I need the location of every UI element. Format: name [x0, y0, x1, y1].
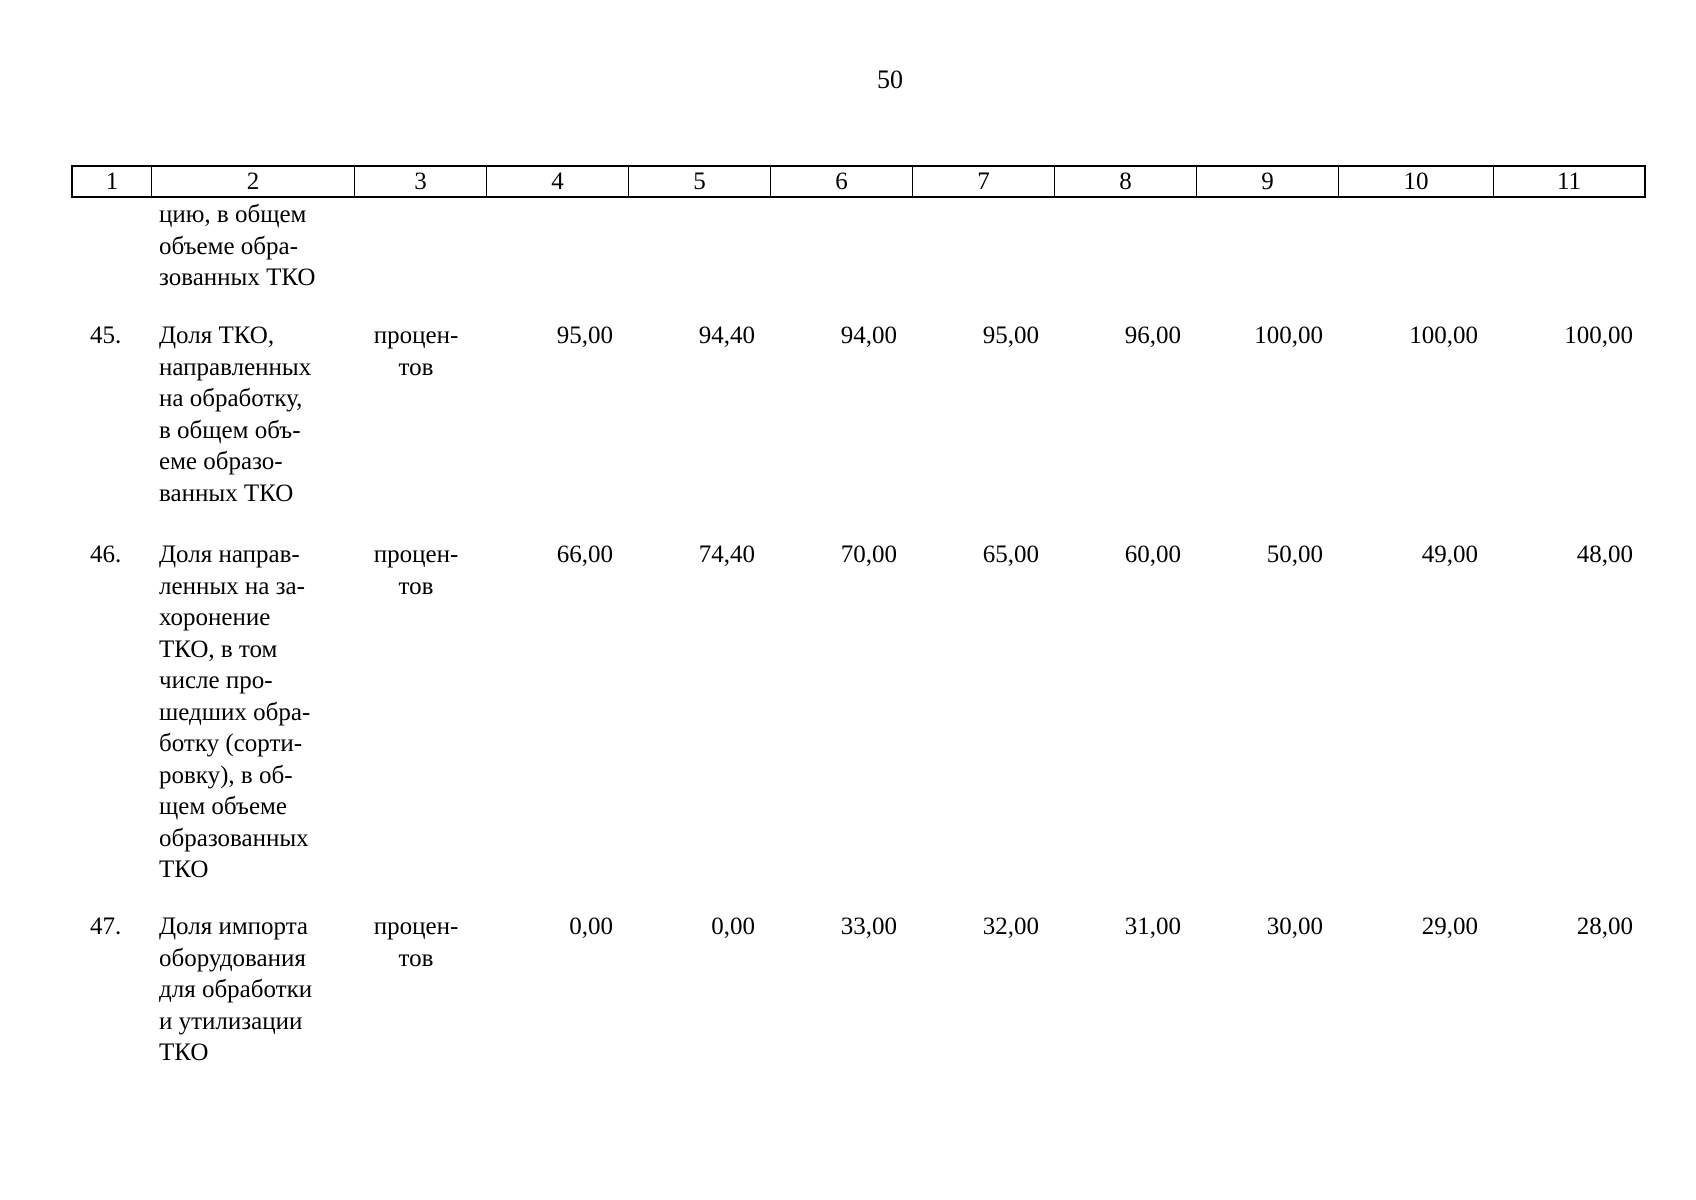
name-line: ТКО — [159, 1039, 209, 1066]
header-col-6: 6 — [770, 167, 912, 196]
name-line: шедших обра- — [159, 698, 311, 726]
header-col-5: 5 — [628, 167, 770, 196]
value-col-10: 49,00 — [1421, 541, 1478, 568]
unit-line: процен- — [373, 913, 459, 940]
continuation-line: цию, в общем — [159, 201, 307, 228]
value-col-9: 50,00 — [1266, 541, 1323, 568]
value-col-11: 48,00 — [1576, 541, 1633, 568]
value-col-8: 31,00 — [1124, 913, 1181, 940]
continuation-line: объеме обра- — [159, 232, 298, 260]
name-line: числе про- — [159, 667, 273, 694]
unit — [350, 320, 482, 383]
value-col-10: 100,00 — [1409, 322, 1478, 349]
name-line: Доля ТКО, — [159, 322, 275, 349]
value-col-6: 94,00 — [840, 322, 897, 349]
name-line: на обработку, — [159, 385, 303, 412]
header-col-11: 11 — [1493, 167, 1644, 196]
name-line: ванных ТКО — [159, 479, 294, 507]
name-line: образованных — [159, 824, 309, 852]
unit-line: тов — [398, 944, 434, 972]
value-col-5: 74,40 — [698, 541, 755, 568]
name-line: щем объеме — [159, 793, 287, 820]
value-col-8: 60,00 — [1124, 541, 1181, 568]
value-col-4: 0,00 — [569, 913, 613, 940]
value-col-11: 28,00 — [1576, 913, 1633, 940]
row-number: 47. — [90, 913, 122, 940]
name-line: ровку), в об- — [159, 761, 293, 789]
value-col-10: 29,00 — [1421, 913, 1478, 940]
unit-line: процен- — [373, 322, 459, 349]
name-line: хоронение — [159, 604, 271, 631]
indicator-name — [159, 320, 349, 509]
value-col-7: 32,00 — [982, 913, 1039, 940]
unit-line: тов — [398, 572, 434, 600]
name-line: в общем объ- — [159, 416, 301, 444]
unit — [350, 539, 482, 602]
indicator-name — [159, 539, 349, 886]
name-line: Доля импорта — [159, 913, 309, 940]
name-line: оборудования — [159, 944, 306, 972]
unit — [350, 911, 482, 974]
row-number: 45. — [90, 322, 122, 349]
table-header — [71, 165, 1646, 198]
header-col-3: 3 — [354, 167, 486, 196]
header-col-8: 8 — [1054, 167, 1196, 196]
name-line: для обработки — [159, 976, 313, 1003]
value-col-9: 30,00 — [1266, 913, 1323, 940]
name-line: ТКО, в том — [159, 635, 278, 663]
header-col-2: 2 — [151, 167, 354, 196]
row-number: 46. — [90, 541, 122, 568]
name-line: еме образо- — [159, 448, 283, 475]
value-col-7: 95,00 — [982, 322, 1039, 349]
name-line: ботку (сорти- — [159, 730, 303, 757]
value-col-6: 33,00 — [840, 913, 897, 940]
name-line: и утилизации — [159, 1007, 303, 1035]
name-line: ТКО — [159, 856, 209, 883]
value-col-7: 65,00 — [982, 541, 1039, 568]
header-col-1: 1 — [105, 168, 119, 195]
name-line: направленных — [159, 353, 312, 381]
value-col-8: 96,00 — [1124, 322, 1181, 349]
unit-line: процен- — [373, 541, 459, 568]
value-col-5: 0,00 — [711, 913, 755, 940]
continuation-line: зованных ТКО — [159, 264, 316, 291]
value-col-11: 100,00 — [1564, 322, 1633, 349]
continuation-text — [159, 199, 349, 294]
header-col-7: 7 — [912, 167, 1054, 196]
header-col-4: 4 — [486, 167, 628, 196]
value-col-5: 94,40 — [698, 322, 755, 349]
name-line: Доля направ- — [159, 541, 300, 568]
header-col-10: 10 — [1338, 167, 1493, 196]
indicator-name — [159, 911, 349, 1069]
value-col-4: 95,00 — [556, 322, 613, 349]
value-col-9: 100,00 — [1254, 322, 1323, 349]
page-number: 50 — [877, 65, 903, 94]
name-line: ленных на за- — [159, 572, 305, 600]
unit-line: тов — [398, 353, 434, 381]
value-col-6: 70,00 — [840, 541, 897, 568]
header-col-9: 9 — [1196, 167, 1338, 196]
value-col-4: 66,00 — [556, 541, 613, 568]
